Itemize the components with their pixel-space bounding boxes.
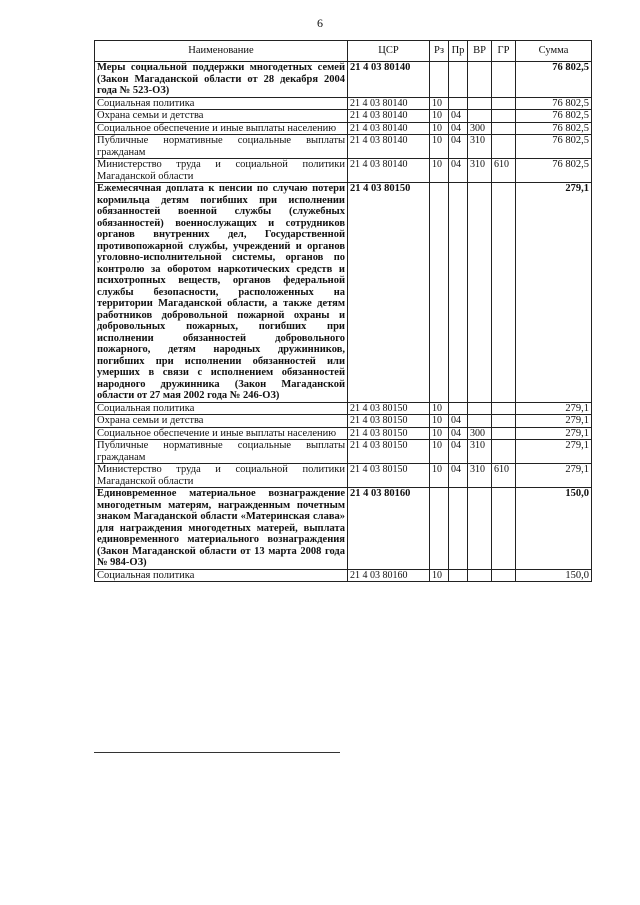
cell-csr: 21 4 03 80140 (348, 110, 430, 123)
cell-name: Ежемесячная доплата к пенсии по случаю потери кормильца детям погибших при исполнении обязанностей военной службы (служебных обязанностей) военнослужащих и сотрудников органов внутренних дел, Государственной противопожарной службы, учреждений и органов уголовно-исполнительной системы, органов по контролю за оборотом наркотических средств и психотропных веществ, органов федеральной службы безопасности, расположенных на территории Магаданской области, а также детям работников добровольной пожарной охраны и добровольных пожарных, погибших при исполнении обязанностей добровольного пожарного, детям народных дружинников, погибших при исполнении обязанностей или умерших в связи с исполнением обязанностей народного дружинника (Закон Магаданской области от 27 мая 2002 года № 246-ОЗ) (95, 183, 348, 403)
cell-gr (492, 415, 516, 428)
table-row (95, 427, 592, 440)
cell-pr (449, 183, 468, 403)
cell-pr: 04 (449, 122, 468, 135)
cell-gr (492, 183, 516, 403)
cell-name: Социальное обеспечение и иные выплаты населению (95, 122, 348, 135)
cell-pr: 04 (449, 427, 468, 440)
cell-gr (492, 135, 516, 159)
cell-sum: 279,1 (516, 415, 592, 428)
header-sum: Сумма (516, 41, 592, 62)
table-body (95, 62, 592, 582)
cell-name: Единовременное материальное вознаграждение многодетным матерям, награжденным почетным знаком Магаданской области «Материнская слава» для награждения многодетных матерей, выплата единовременного материального вознаграждения (Закон Магаданской области от 13 марта 2008 года № 984-ОЗ) (95, 488, 348, 570)
cell-csr: 21 4 03 80140 (348, 62, 430, 98)
cell-vr (468, 402, 492, 415)
cell-csr: 21 4 03 80150 (348, 183, 430, 403)
cell-vr: 300 (468, 122, 492, 135)
cell-sum: 150,0 (516, 488, 592, 570)
cell-sum: 279,1 (516, 440, 592, 464)
cell-name: Социальное обеспечение и иные выплаты населению (95, 427, 348, 440)
cell-gr (492, 122, 516, 135)
table-row (95, 122, 592, 135)
cell-name: Охрана семьи и детства (95, 415, 348, 428)
cell-rz: 10 (430, 569, 449, 582)
table-row (95, 183, 592, 403)
table-row (95, 110, 592, 123)
table-row (95, 159, 592, 183)
cell-pr (449, 569, 468, 582)
cell-csr: 21 4 03 80140 (348, 135, 430, 159)
cell-csr: 21 4 03 80140 (348, 97, 430, 110)
cell-rz: 10 (430, 402, 449, 415)
cell-gr (492, 402, 516, 415)
cell-name: Охрана семьи и детства (95, 110, 348, 123)
cell-rz: 10 (430, 440, 449, 464)
cell-pr: 04 (449, 440, 468, 464)
cell-vr (468, 415, 492, 428)
cell-vr: 300 (468, 427, 492, 440)
cell-name: Социальная политика (95, 569, 348, 582)
cell-rz: 10 (430, 159, 449, 183)
cell-sum: 76 802,5 (516, 97, 592, 110)
cell-pr: 04 (449, 159, 468, 183)
cell-pr (449, 97, 468, 110)
cell-sum: 76 802,5 (516, 122, 592, 135)
cell-gr: 610 (492, 464, 516, 488)
cell-csr: 21 4 03 80150 (348, 440, 430, 464)
cell-csr: 21 4 03 80150 (348, 427, 430, 440)
header-vr: ВР (468, 41, 492, 62)
cell-pr: 04 (449, 110, 468, 123)
cell-csr: 21 4 03 80160 (348, 488, 430, 570)
cell-pr: 04 (449, 135, 468, 159)
cell-vr: 310 (468, 135, 492, 159)
cell-rz (430, 488, 449, 570)
table-header-row (95, 41, 592, 62)
cell-rz: 10 (430, 122, 449, 135)
table-row (95, 402, 592, 415)
cell-rz: 10 (430, 464, 449, 488)
table-row (95, 135, 592, 159)
cell-rz: 10 (430, 110, 449, 123)
cell-sum: 279,1 (516, 402, 592, 415)
budget-table (94, 40, 592, 582)
cell-csr: 21 4 03 80150 (348, 464, 430, 488)
cell-pr (449, 488, 468, 570)
cell-name: Социальная политика (95, 402, 348, 415)
cell-gr (492, 427, 516, 440)
cell-rz (430, 183, 449, 403)
cell-vr: 310 (468, 159, 492, 183)
cell-vr (468, 97, 492, 110)
cell-vr (468, 569, 492, 582)
table-row (95, 464, 592, 488)
table-row (95, 440, 592, 464)
cell-sum: 76 802,5 (516, 159, 592, 183)
cell-gr (492, 488, 516, 570)
cell-sum: 76 802,5 (516, 135, 592, 159)
cell-csr: 21 4 03 80150 (348, 415, 430, 428)
table-row (95, 97, 592, 110)
cell-csr: 21 4 03 80160 (348, 569, 430, 582)
cell-sum: 279,1 (516, 183, 592, 403)
cell-vr (468, 110, 492, 123)
table-row (95, 569, 592, 582)
header-name: Наименование (95, 41, 348, 62)
cell-vr (468, 183, 492, 403)
cell-gr (492, 110, 516, 123)
cell-csr: 21 4 03 80140 (348, 159, 430, 183)
cell-csr: 21 4 03 80150 (348, 402, 430, 415)
cell-vr (468, 488, 492, 570)
cell-sum: 279,1 (516, 427, 592, 440)
header-csr: ЦСР (348, 41, 430, 62)
cell-gr (492, 97, 516, 110)
footnote-separator (94, 752, 340, 753)
cell-name: Социальная политика (95, 97, 348, 110)
cell-rz: 10 (430, 427, 449, 440)
cell-sum: 76 802,5 (516, 110, 592, 123)
cell-name: Министерство труда и социальной политики Магаданской области (95, 159, 348, 183)
cell-name: Публичные нормативные социальные выплаты гражданам (95, 135, 348, 159)
table-row (95, 415, 592, 428)
table-row (95, 62, 592, 98)
cell-sum: 76 802,5 (516, 62, 592, 98)
cell-rz: 10 (430, 415, 449, 428)
cell-gr (492, 440, 516, 464)
header-gr: ГР (492, 41, 516, 62)
page-number: 6 (317, 16, 323, 30)
cell-vr: 310 (468, 464, 492, 488)
header-pr: Пр (449, 41, 468, 62)
cell-pr (449, 62, 468, 98)
cell-rz: 10 (430, 97, 449, 110)
cell-pr: 04 (449, 415, 468, 428)
cell-name: Публичные нормативные социальные выплаты гражданам (95, 440, 348, 464)
cell-name: Меры социальной поддержки многодетных семей (Закон Магаданской области от 28 декабря 2004 года № 523-ОЗ) (95, 62, 348, 98)
cell-gr (492, 569, 516, 582)
header-rz: Рз (430, 41, 449, 62)
cell-gr: 610 (492, 159, 516, 183)
cell-vr (468, 62, 492, 98)
cell-vr: 310 (468, 440, 492, 464)
cell-rz (430, 62, 449, 98)
cell-pr: 04 (449, 464, 468, 488)
cell-gr (492, 62, 516, 98)
cell-sum: 150,0 (516, 569, 592, 582)
cell-csr: 21 4 03 80140 (348, 122, 430, 135)
cell-rz: 10 (430, 135, 449, 159)
cell-name: Министерство труда и социальной политики Магаданской области (95, 464, 348, 488)
cell-pr (449, 402, 468, 415)
table-row (95, 488, 592, 570)
cell-sum: 279,1 (516, 464, 592, 488)
